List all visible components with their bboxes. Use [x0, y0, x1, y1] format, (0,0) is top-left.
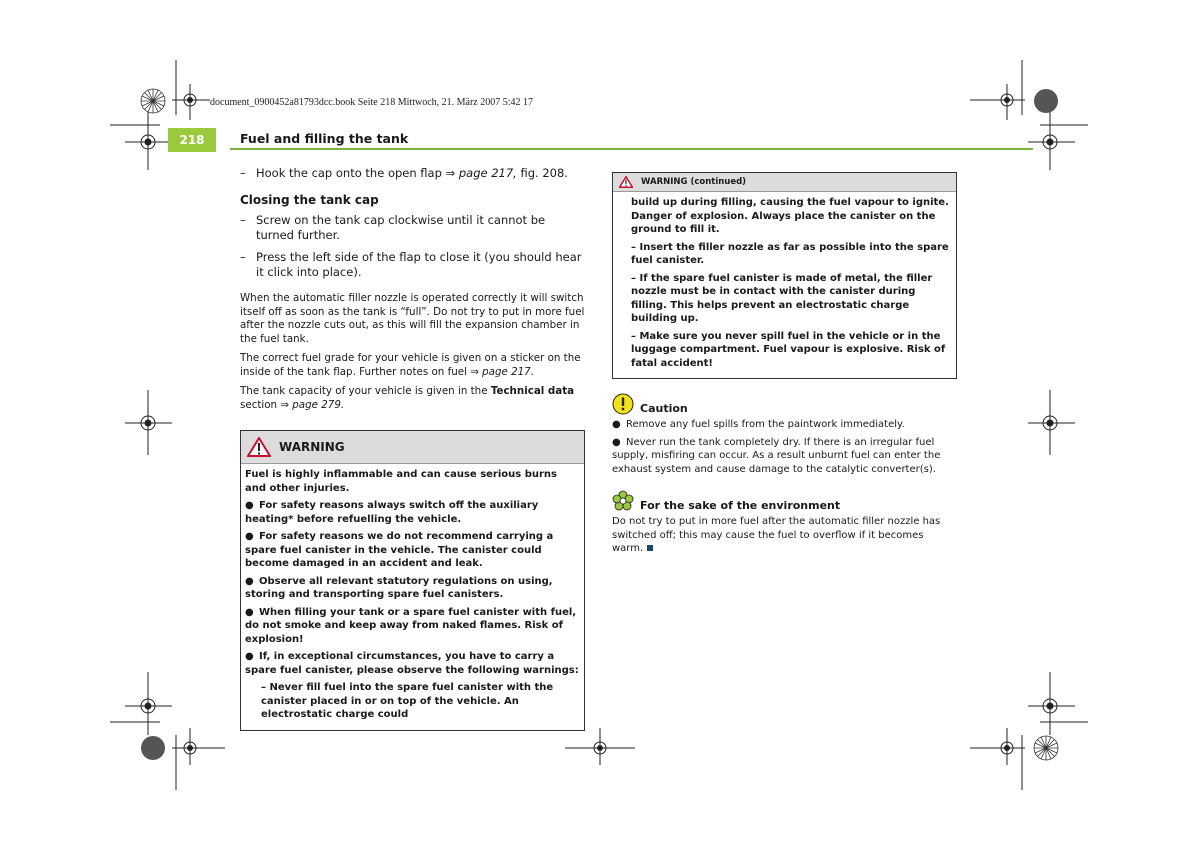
caution-item: ● Never run the tank completely dry. If there is an irregular fuel supply, misfiring can occur. As a result unburnt fuel can enter the exhaust system and cause damage to the catalytic converter(s).	[612, 436, 941, 475]
closing-step: – Press the left side of the flap to close it (you should hear it click into place).	[240, 250, 582, 279]
warning-box	[240, 430, 585, 731]
paragraph: The tank capacity of your vehicle is given in the Technical data section ⇒ page 279.	[240, 385, 575, 411]
warning-item: build up during filling, causing the fuel vapour to ignite. Danger of explosion. Always place the canister on the ground to fill it.	[631, 197, 949, 235]
warning-item: ● For safety reasons always switch off the auxiliary heating* before refuelling the vehicle.	[245, 500, 539, 525]
closing-step: – Screw on the tank cap clockwise until it cannot be turned further.	[240, 213, 546, 242]
warning-triangle-icon	[619, 176, 633, 188]
page-ref-link[interactable]: page 279.	[292, 398, 345, 411]
caution-header: Caution	[612, 393, 957, 415]
closing-heading: Closing the tank cap	[240, 193, 379, 207]
end-of-section-square	[647, 545, 653, 551]
environment-header: For the sake of the environment	[612, 490, 957, 512]
warning-item: – Make sure you never spill fuel in the vehicle or in the luggage compartment. Fuel vapour is explosive. Risk of fatal accident!	[631, 330, 946, 369]
header-rule	[230, 148, 1033, 150]
warning-triangle-icon	[247, 437, 271, 457]
page-ref-link[interactable]: page 217.	[482, 365, 535, 378]
right-column	[612, 170, 957, 560]
warning-subitem: – Never fill fuel into the spare fuel canister with the canister placed in or on top of the vehicle. An electrostatic charge could	[261, 682, 554, 720]
caution-item: ● Remove any fuel spills from the paintwork immediately.	[612, 419, 905, 430]
caution-exclamation-icon	[612, 393, 634, 415]
environment-text: Do not try to put in more fuel after the automatic filler nozzle has switched off; this may cause the fuel to overflow if it becomes warm.	[612, 516, 941, 554]
page-ref-link[interactable]: page 217,	[458, 166, 517, 180]
paragraph: When the automatic filler nozzle is operated correctly it will switch itself off as soon as the tank is “full”. Do not try to put in more fuel after the nozzle cuts out, as this will fill the expansion chamber in the fuel tank.	[240, 292, 585, 345]
warning-item: ● When filling your tank or a spare fuel canister with fuel, do not smoke and keep away from naked flames. Risk of explosion!	[245, 606, 577, 645]
file-header: document_0900452a81793dcc.book Seite 218 Mittwoch, 21. März 2007 5:42 17	[210, 97, 534, 108]
page-number: 218	[168, 128, 216, 152]
warning-item: ● For safety reasons we do not recommend carrying a spare fuel canister in the vehicle. The canister could become damaged in an accident and leak.	[245, 531, 554, 569]
warning-item: ● If, in exceptional circumstances, you have to carry a spare fuel canister, please observe the following warnings:	[245, 651, 579, 676]
warning-lead: Fuel is highly inflammable and can cause serious burns and other injuries.	[245, 469, 557, 494]
environment-flower-icon	[612, 490, 634, 512]
paragraph: The correct fuel grade for your vehicle is given on a sticker on the inside of the tank flap. Further notes on fuel ⇒ page 217.	[240, 352, 581, 378]
warning-item: – Insert the filler nozzle as far as possible into the spare fuel canister.	[631, 241, 949, 266]
intro-step: – Hook the cap onto the open flap ⇒ page 217, fig. 208.	[240, 166, 568, 180]
page-title: Fuel and filling the tank	[240, 131, 409, 146]
warning-item: – If the spare fuel canister is made of metal, the filler nozzle must be in contact with the canister during filling. This helps prevent an electrostatic charge building up.	[631, 272, 933, 324]
warning-item: ● Observe all relevant statutory regulations on using, storing and transporting spare fuel canisters.	[245, 575, 553, 600]
warning-continued-header: WARNING (continued)	[613, 173, 956, 192]
warning-continued-box	[612, 172, 957, 379]
left-column	[240, 166, 585, 731]
warning-header: WARNING	[241, 431, 584, 464]
